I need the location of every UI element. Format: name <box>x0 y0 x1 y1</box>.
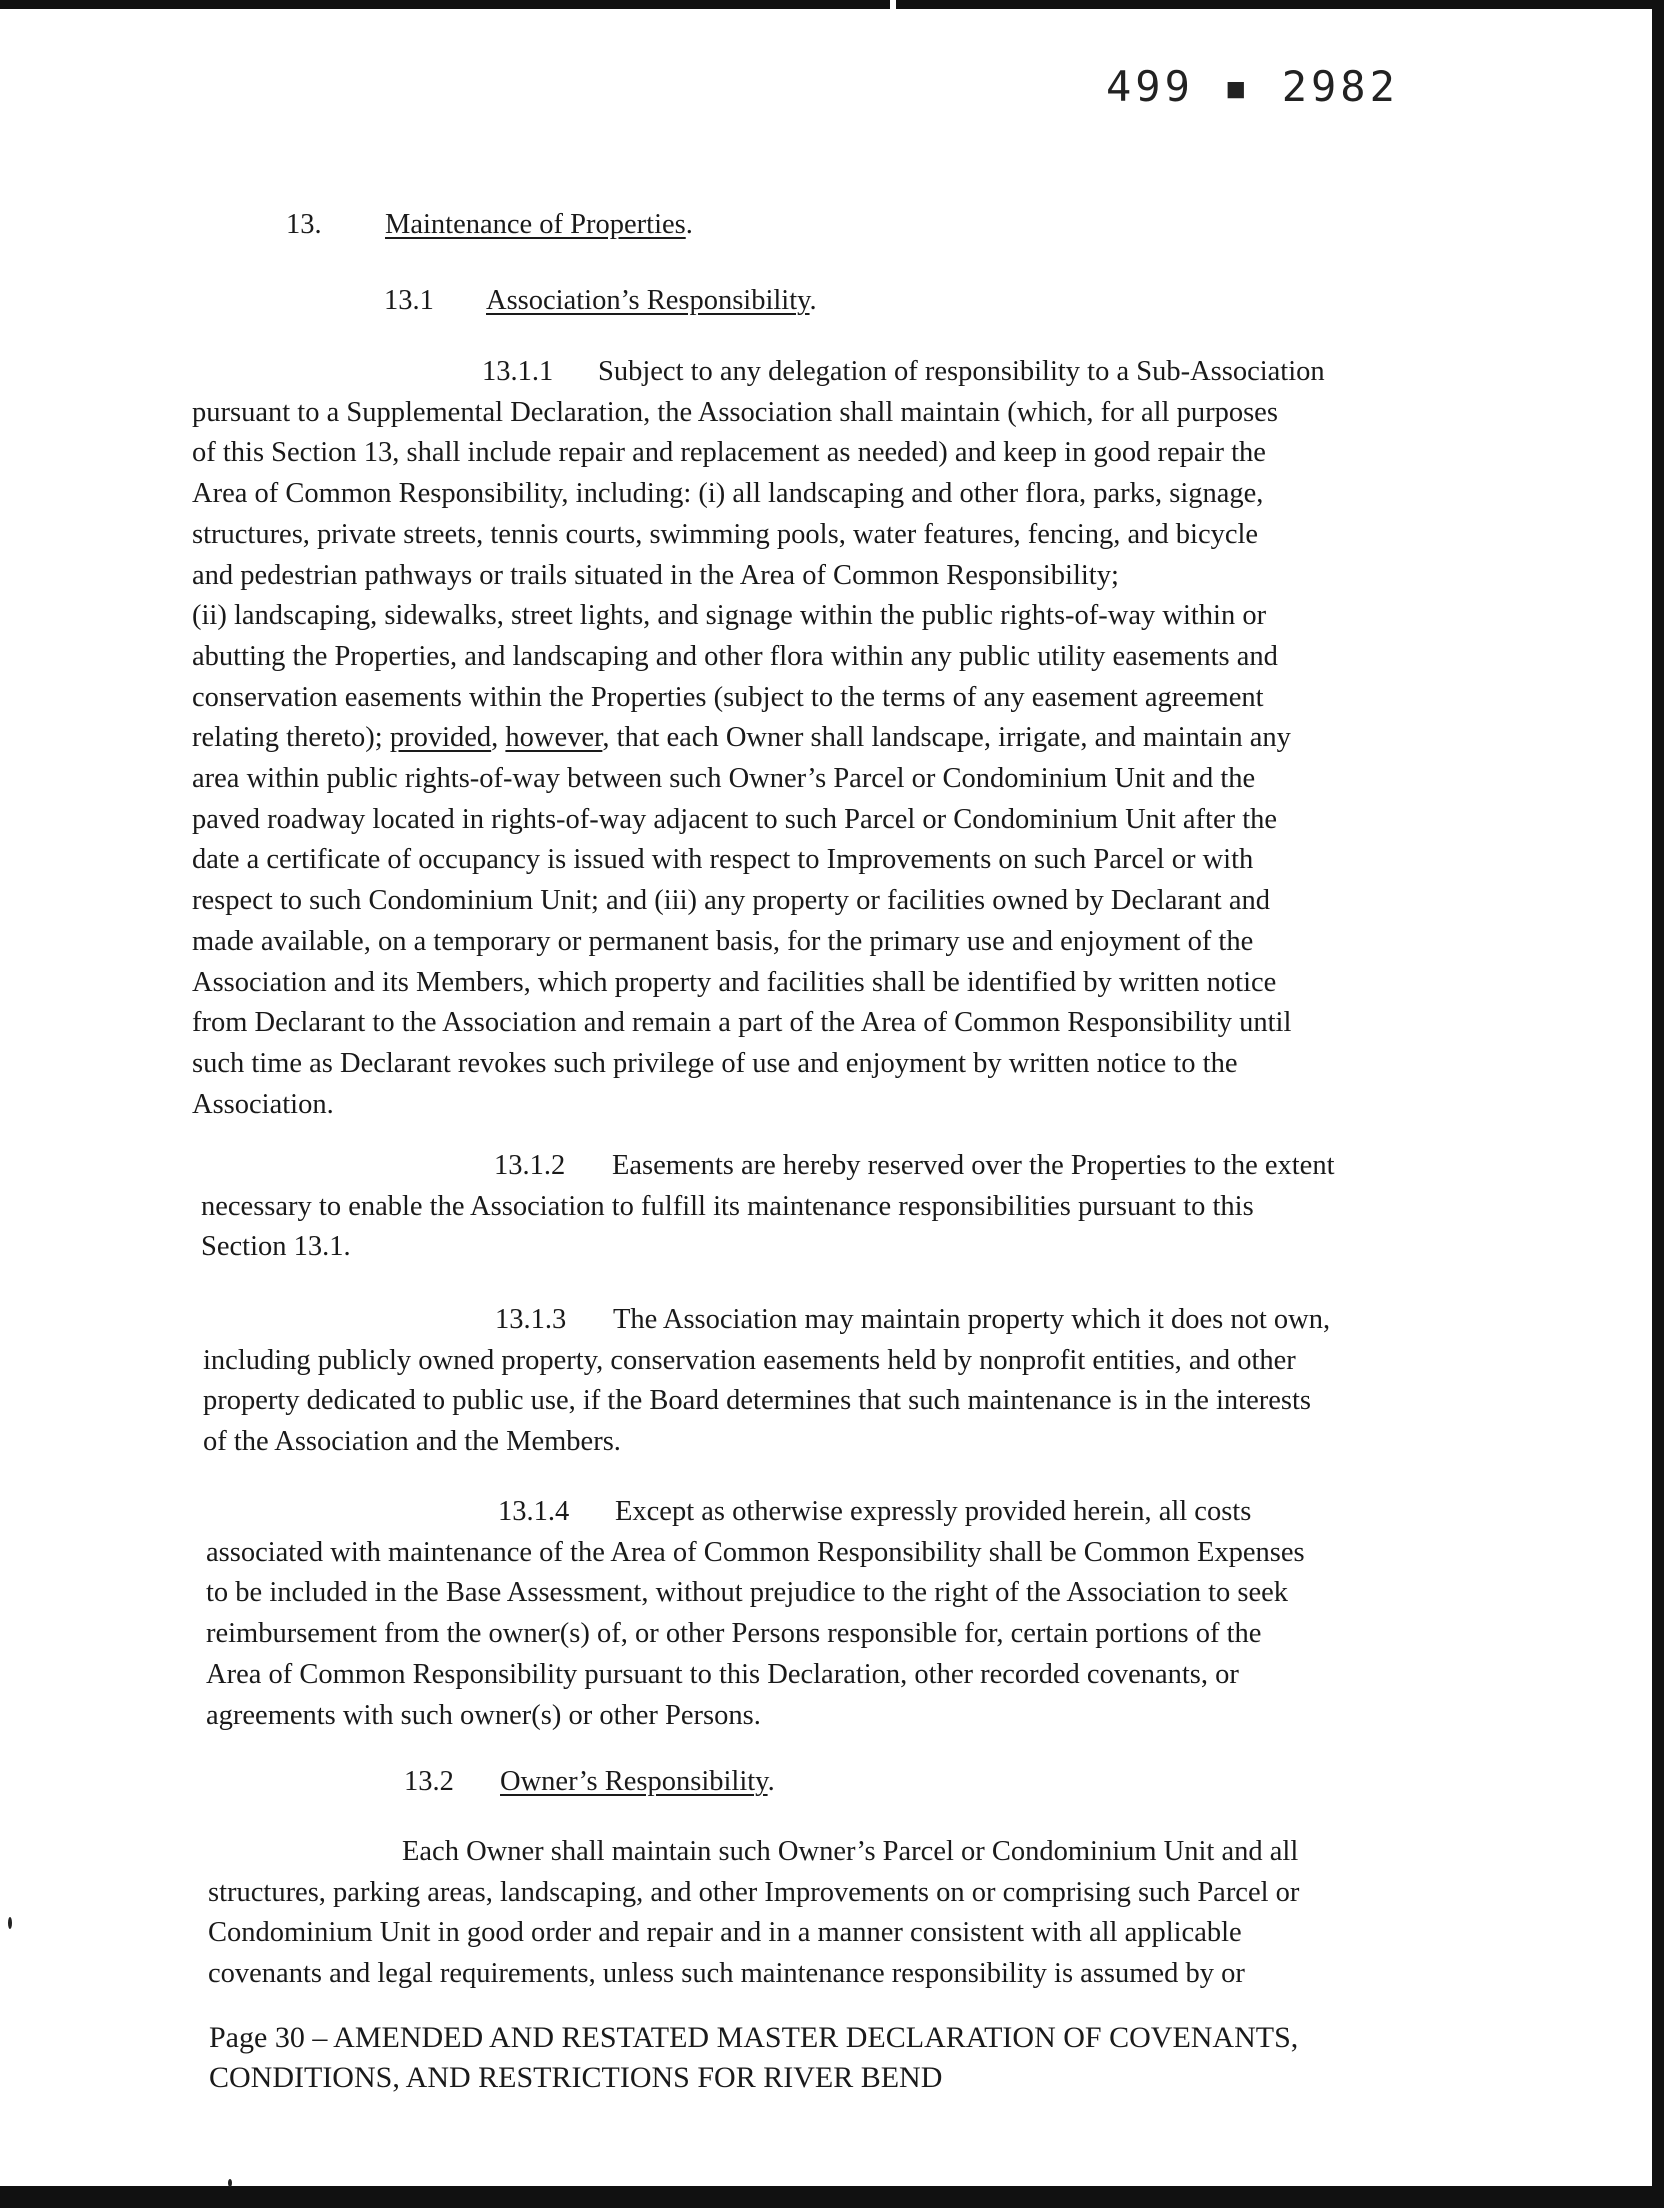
subsection-title: Association’s Responsibility <box>486 285 810 316</box>
text-line-provided <box>192 718 1325 759</box>
text-line: structures, private streets, tennis courts, swimming pools, water features, fencing, and bicycle <box>192 518 1259 550</box>
text-line: to be included in the Base Assessment, without prejudice to the right of the Association to seek <box>206 1577 1289 1609</box>
paragraph-number: 13.1.2 <box>494 1150 566 1181</box>
paragraph-number: 13.1.4 <box>498 1496 570 1527</box>
text-line: Each Owner shall maintain such Owner’s Parcel or Condominium Unit and all <box>402 1836 1299 1867</box>
section-title-punct: . <box>685 209 693 240</box>
text-line: reimbursement from the owner(s) of, or other Persons responsible for, certain portions of the <box>206 1618 1262 1650</box>
page-footer <box>209 2018 1298 2098</box>
text-fragment: , <box>491 722 506 754</box>
section-heading <box>286 205 693 245</box>
text-line: paved roadway located in rights-of-way adjacent to such Parcel or Condominium Unit after the <box>192 803 1278 835</box>
subsection-title-punct: . <box>767 1766 775 1797</box>
text-line: date a certificate of occupancy is issued with respect to Improvements on such Parcel or with <box>192 844 1254 876</box>
section-title: Maintenance of Properties <box>385 209 686 240</box>
paragraph-number: 13.1.3 <box>495 1304 567 1335</box>
text-line: The Association may maintain property which it does not own, <box>613 1304 1331 1335</box>
section-number: 13. <box>286 209 322 240</box>
paragraph-13-2 <box>208 1832 1299 1995</box>
text-line: Association. <box>192 1088 334 1120</box>
text-line: of this Section 13, shall include repair and replacement as needed) and keep in good repair the <box>192 437 1266 469</box>
provided-term: provided <box>389 722 492 754</box>
text-line: necessary to enable the Association to fulfill its maintenance responsibilities pursuant to this <box>201 1190 1254 1222</box>
page-stamp: 499 ▪ 2982 <box>1106 62 1399 111</box>
scan-speck <box>228 2179 232 2187</box>
text-line: structures, parking areas, landscaping, and other Improvements on or comprising such Parcel or <box>208 1876 1300 1908</box>
text-line: from Declarant to the Association and remain a part of the Area of Common Responsibility until <box>192 1007 1292 1039</box>
subsection-number: 13.1 <box>384 285 434 316</box>
scan-speck <box>8 1917 12 1929</box>
text-line: Easements are hereby reserved over the Properties to the extent <box>612 1150 1335 1181</box>
text-line: and pedestrian pathways or trails situated in the Area of Common Responsibility; <box>192 559 1119 591</box>
text-line: Area of Common Responsibility, including: (i) all landscaping and other flora, parks, signage, <box>192 478 1264 510</box>
text-line: Area of Common Responsibility pursuant to this Declaration, other recorded covenants, or <box>206 1658 1239 1690</box>
however-term: however <box>505 722 603 754</box>
subsection-title: Owner’s Responsibility <box>500 1766 768 1797</box>
text-line: Subject to any delegation of responsibility to a Sub-Association <box>598 356 1325 387</box>
text-line: associated with maintenance of the Area of Common Responsibility shall be Common Expenses <box>206 1536 1305 1568</box>
text-line: Section 13.1. <box>201 1231 351 1263</box>
text-fragment: relating thereto); <box>192 722 390 754</box>
subsection-heading-13-2 <box>404 1762 775 1802</box>
scan-border-bottom <box>0 2186 1664 2208</box>
subsection-title-punct: . <box>809 285 817 316</box>
text-line: abutting the Properties, and landscaping and other flora within any public utility easements and <box>192 640 1278 672</box>
paragraph-13-1-2 <box>201 1146 1335 1268</box>
paragraph-13-1-1 <box>192 352 1325 1125</box>
text-line: respect to such Condominium Unit; and (iii) any property or facilities owned by Declarant and <box>192 885 1270 917</box>
text-line: Condominium Unit in good order and repair and in a manner consistent with all applicable <box>208 1917 1242 1949</box>
paragraph-13-1-4 <box>206 1492 1305 1736</box>
paragraph-first-line <box>201 1146 1335 1187</box>
footer-line: CONDITIONS, AND RESTRICTIONS FOR RIVER BEND <box>209 2061 943 2094</box>
paragraph-first-line <box>192 352 1325 393</box>
text-line: made available, on a temporary or permanent basis, for the primary use and enjoyment of the <box>192 925 1254 957</box>
text-line: pursuant to a Supplemental Declaration, the Association shall maintain (which, for all purposes <box>192 396 1278 428</box>
paragraph-first-line <box>203 1300 1330 1341</box>
text-line: Association and its Members, which property and facilities shall be identified by written notice <box>192 966 1277 998</box>
text-line: such time as Declarant revokes such privilege of use and enjoyment by written notice to the <box>192 1047 1238 1079</box>
paragraph-13-1-3 <box>203 1300 1330 1463</box>
footer-line: Page 30 – AMENDED AND RESTATED MASTER DECLARATION OF COVENANTS, <box>209 2021 1299 2054</box>
text-line: of the Association and the Members. <box>203 1426 621 1458</box>
text-fragment: , that each Owner shall landscape, irrigate, and maintain any <box>602 722 1291 754</box>
text-line: covenants and legal requirements, unless such maintenance responsibility is assumed by or <box>208 1958 1245 1990</box>
subsection-number: 13.2 <box>404 1766 454 1797</box>
paragraph-number: 13.1.1 <box>482 356 554 387</box>
text-line: property dedicated to public use, if the Board determines that such maintenance is in the interests <box>203 1385 1311 1417</box>
scan-border-top <box>0 0 1664 9</box>
text-line: including publicly owned property, conservation easements held by nonprofit entities, and other <box>203 1344 1296 1376</box>
scan-border-gap <box>890 0 896 9</box>
paragraph-first-line <box>206 1492 1305 1533</box>
text-line: area within public rights-of-way between such Owner’s Parcel or Condominium Unit and the <box>192 763 1256 795</box>
scan-border-right <box>1652 0 1664 2208</box>
subsection-heading-13-1 <box>384 281 817 321</box>
text-line: Except as otherwise expressly provided herein, all costs <box>615 1496 1252 1527</box>
text-line: agreements with such owner(s) or other Persons. <box>206 1699 761 1731</box>
text-line: conservation easements within the Properties (subject to the terms of any easement agreement <box>192 681 1264 713</box>
text-line: (ii) landscaping, sidewalks, street lights, and signage within the public rights-of-way within or <box>192 600 1267 632</box>
